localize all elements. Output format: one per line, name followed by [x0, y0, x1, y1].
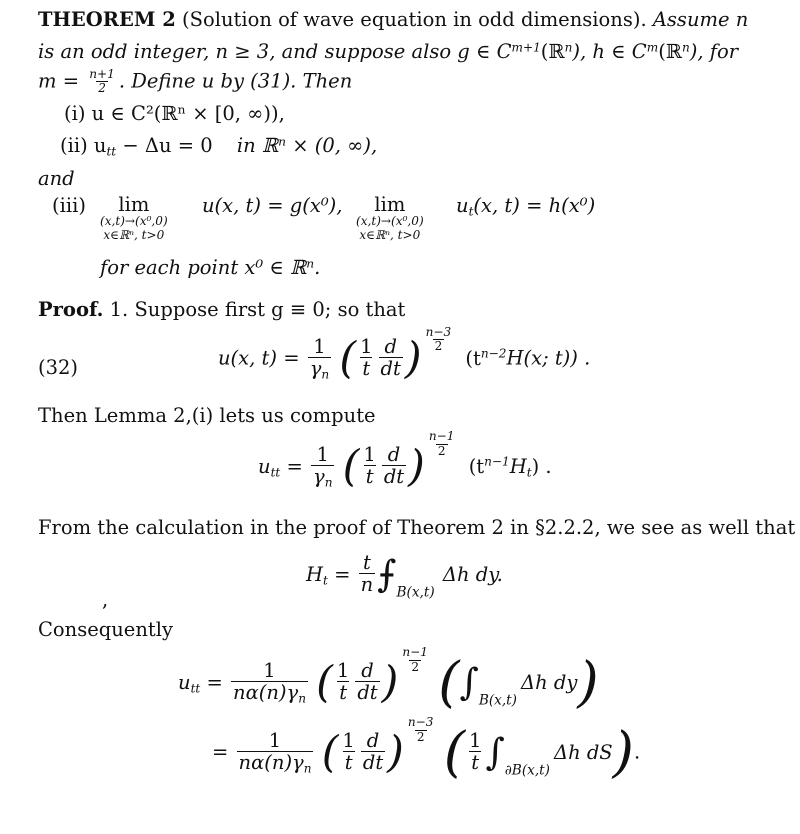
theorem-line1-tail: Assume n — [652, 8, 749, 31]
limit-1-expr: u(x, t) = g(x⁰), — [202, 194, 343, 217]
item-iii: (iii) — [52, 194, 86, 217]
m-fraction: $\frac{n+1}{2}$ — [89, 67, 115, 96]
equation-32: u(x, t) = $\frac{1}{\gamma_n}$ ( $\frac{1}{t}$ $\frac{d}{dt}$ ) $\frac{n-3}{2}$ ($t^{n-2}H(x$; t)) . — [218, 325, 591, 384]
limit-2: lim (x,t)→(x⁰,0) x∈ℝⁿ, t>0 — [356, 193, 424, 242]
equation-final-1: $u_{tt}$ = $\frac{1}{n\alpha(n)\gamma_n}$ ( $\frac{1}{t}$ $\frac{d}{dt}$ ) $\frac{n-1}{2}$ ($\int_{B(x,t)}\Delta h$ dy) — [178, 645, 599, 714]
equation-number-32: (32) — [38, 356, 79, 379]
proof-line-1: Proof. 1. Suppose first g ≡ 0; so that — [38, 298, 406, 321]
equation-Ht: $H_t$ = $\frac{t}{n}$ $⨍_{B(x,t)}$ Δh dy. — [306, 551, 503, 601]
calculation-line: From the calculation in the proof of Theorem 2 in §2.2.2, we see as well that — [38, 516, 796, 539]
lemma-line: Then Lemma 2,(i) lets us compute — [38, 404, 376, 427]
consequently-word: Consequently — [38, 618, 173, 641]
limit-1: lim (x,t)→(x⁰,0) x∈ℝⁿ, t>0 — [100, 193, 168, 242]
theorem-line-1 — [38, 8, 748, 31]
theorem-line-3: m = $\frac{n+1}{2}$ . Define u by (31). Then — [38, 67, 353, 96]
theorem-label: THEOREM 2 — [38, 8, 176, 31]
average-integral-sign: ⨍ — [377, 552, 397, 596]
equation-utt: $u_{tt}$ = $\frac{1}{\gamma_n}$ ( $\frac{1}{t}$ $\frac{d}{dt}$ ) $\frac{n-1}{2}$ $(t^{n-1}H_t)$ . — [258, 429, 552, 492]
item-i: (i) u ∈ C²(ℝⁿ × [0, ∞)), — [64, 102, 285, 125]
limit-2-expr: $u_t(x$, t) = h(x⁰) — [456, 194, 596, 219]
theorem-title: (Solution of wave equation in odd dimensions). — [182, 8, 647, 31]
item-ii: (ii) $u_{tt} - \Delta u = 0$ in ℝⁿ × (0, ∞), — [60, 134, 378, 159]
proof-label: Proof. — [38, 298, 104, 321]
equation-final-2: = $\frac{1}{n\alpha(n)\gamma_n}$ ( $\frac{1}{t}$ $\frac{d}{dt}$ ) $\frac{n-3}{2}$ ( $\frac{1}{t}$ $\int_{\partial B(x,t)}\Delta h$ dS). — [212, 715, 641, 784]
stray-comma: , — [102, 588, 109, 611]
and-word: and — [38, 167, 75, 190]
each-point-line: for each point x⁰ ∈ ℝⁿ. — [100, 256, 321, 279]
theorem-line-2: is an odd integer, n ≥ 3, and suppose also g ∈ $C^{m+1}(ℝ^n)$, h ∈ $C^m(ℝ^n)$, for — [38, 40, 739, 63]
